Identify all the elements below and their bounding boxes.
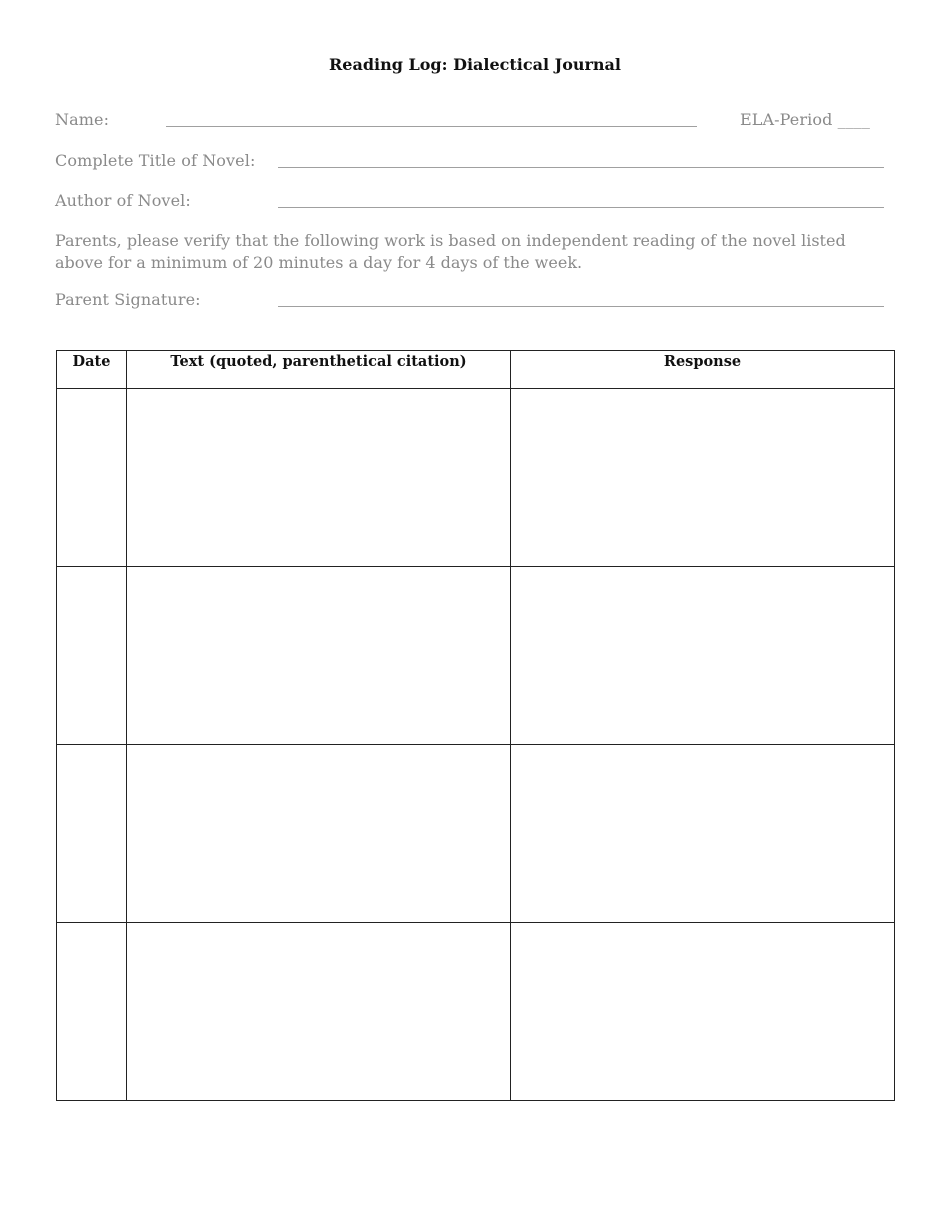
table-header-row [57, 351, 895, 389]
response-cell[interactable] [511, 745, 895, 923]
journal-table [56, 350, 895, 1101]
date-cell[interactable] [57, 745, 127, 923]
date-cell[interactable] [57, 389, 127, 567]
author-field[interactable] [278, 207, 884, 208]
name-label: Name: [55, 110, 110, 129]
response-cell[interactable] [511, 567, 895, 745]
page-title: Reading Log: Dialectical Journal [328, 55, 621, 74]
novel-title-field[interactable] [278, 167, 884, 168]
text-column-header: Text (quoted, parenthetical citation) [127, 351, 511, 389]
parent-signature-field[interactable] [278, 306, 884, 307]
table-row [57, 567, 895, 745]
table-row [57, 745, 895, 923]
novel-title-label: Complete Title of Novel: [55, 151, 256, 170]
parent-signature-label: Parent Signature: [55, 290, 201, 309]
author-label: Author of Novel: [55, 191, 191, 210]
period-label[interactable]: ELA-Period ____ [740, 110, 871, 129]
date-cell[interactable] [57, 923, 127, 1101]
text-cell[interactable] [127, 745, 511, 923]
text-cell[interactable] [127, 389, 511, 567]
text-cell[interactable] [127, 567, 511, 745]
date-cell[interactable] [57, 567, 127, 745]
table-row [57, 389, 895, 567]
parent-verification-text: Parents, please verify that the following work is based on independent reading of the novel listed above for a minimum of 20 minutes a day for 4 days of the week. [55, 231, 846, 272]
response-cell[interactable] [511, 389, 895, 567]
date-column-header: Date [57, 351, 127, 389]
text-cell[interactable] [127, 923, 511, 1101]
table-row [57, 923, 895, 1101]
response-cell[interactable] [511, 923, 895, 1101]
response-column-header: Response [511, 351, 895, 389]
name-field[interactable] [166, 126, 697, 127]
